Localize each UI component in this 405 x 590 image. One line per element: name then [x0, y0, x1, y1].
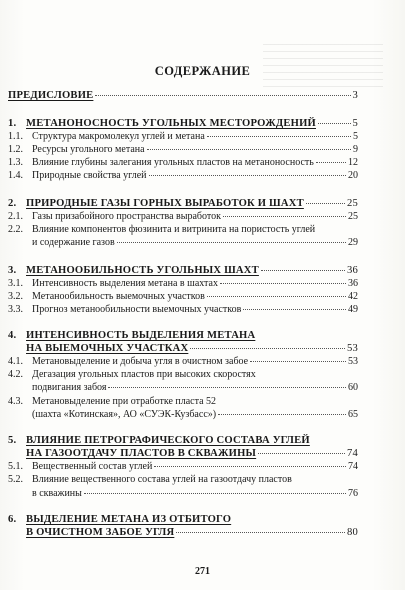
chapter-title-line-2: НА ВЫЕМОЧНЫХ УЧАСТКАХ	[26, 343, 189, 354]
dot-leader	[207, 136, 351, 137]
dot-leader	[154, 466, 346, 467]
dot-leader	[243, 309, 346, 310]
dot-leader	[223, 216, 346, 217]
dot-leader	[318, 123, 351, 124]
dot-leader	[176, 532, 345, 533]
dot-leader	[316, 162, 346, 163]
dot-leader	[149, 175, 346, 176]
chapter-title-line-2: В ОЧИСТНОМ ЗАБОЕ УГЛЯ	[26, 527, 175, 538]
page-ref: 3	[352, 90, 358, 101]
chapter-title-line-1: ВЛИЯНИЕ ПЕТРОГРАФИЧЕСКОГО СОСТАВА УГЛЕЙ	[26, 435, 310, 446]
dot-leader	[218, 414, 346, 415]
chapter-title-line-2: НА ГАЗООТДАЧУ ПЛАСТОВ В СКВАЖИНЫ	[26, 448, 257, 459]
page-ref: 74	[347, 448, 358, 459]
dot-leader	[117, 242, 346, 243]
dot-leader	[258, 453, 345, 454]
dot-leader	[190, 348, 345, 349]
dot-leader	[95, 95, 350, 96]
dot-leader	[220, 283, 346, 284]
dot-leader	[207, 296, 346, 297]
chapter-title-line-1: ВЫДЕЛЕНИЕ МЕТАНА ИЗ ОТБИТОГО	[26, 514, 232, 525]
dot-leader	[108, 387, 346, 388]
chapter-title-line-1: ИНТЕНСИВНОСТЬ ВЫДЕЛЕНИЯ МЕТАНА	[26, 330, 256, 341]
book-page: СОДЕРЖАНИЕ ПРЕДИСЛОВИЕ 3 1. МЕТАНОНОСНОСТЬ УГОЛЬНЫХ МЕСТОРОЖДЕНИЙ 5 1.1. Структура макромолекул углей и метана 5 1.2. Ресурсы угольного метана 9 1.3. Влияние глубины залегания угольных пластов на метаноносность 12 1.4. Природные свойства углей 20 2. ПРИРОДНЫЕ ГАЗЫ ГОРНЫХ ВЫРАБОТОК И ШАХТ 25 2.1. Газы призабойного пространства выработок 25 2.2. Влияние компонентов фюзинита и витринита на пористость углей и содержание газов 29 3. МЕТАНООБИЛЬНОСТЬ УГОЛЬНЫХ ШАХТ 36 3.1. Интенсивность выделения метана в шахтах 36 3.2. Метанообильность выемочных участков 42 3.3. Прогноз метанообильности выемочных участков 49 4. ИНТЕНСИВНОСТЬ ВЫДЕЛЕНИЯ МЕТАНА НА ВЫЕМОЧНЫХ УЧАСТКАХ 53 4.1. Метановыделение и добыча угля в очистном забое 53 4.2. Дегазация угольных пластов при высоких скоростях подвигания забоя 60 4.3. Метановыделение при отработке пласта 52 (шахта «Котинская», АО «СУЭК-Кузбасс») 65 5. ВЛИЯНИЕ ПЕТРОГРАФИЧЕСКОГО СОСТАВА УГЛЕЙ НА ГАЗООТДАЧУ ПЛАСТОВ В СКВАЖИНЫ 74 5.1. Вещественный состав углей 74 5.2. Влияние вещественного состава углей на газоотдачу пластов в скважины 76 6. ВЫДЕЛЕНИЕ МЕТАНА ИЗ ОТБИТОГО В ОЧИСТНОМ ЗАБОЕ УГЛЯ 80 271	[0, 0, 405, 590]
page-ref: 5	[352, 118, 358, 129]
dot-leader	[306, 203, 345, 204]
page-ref: 80	[347, 527, 358, 538]
page-ref: 36	[347, 265, 358, 276]
page-ref: 53	[347, 343, 358, 354]
page-number: 271	[195, 566, 210, 577]
dot-leader	[250, 361, 346, 362]
chapter-title: ПРИРОДНЫЕ ГАЗЫ ГОРНЫХ ВЫРАБОТОК И ШАХТ	[26, 198, 304, 209]
dot-leader	[147, 149, 351, 150]
chapter-title: МЕТАНОНОСНОСТЬ УГОЛЬНЫХ МЕСТОРОЖДЕНИЙ	[26, 118, 316, 129]
chapter-title: МЕТАНООБИЛЬНОСТЬ УГОЛЬНЫХ ШАХТ	[26, 265, 259, 276]
dot-leader	[261, 270, 345, 271]
contents-title: СОДЕРЖАНИЕ	[154, 64, 251, 78]
dot-leader	[84, 493, 346, 494]
page-ref: 25	[347, 198, 358, 209]
bleed-through-texture	[263, 38, 383, 88]
